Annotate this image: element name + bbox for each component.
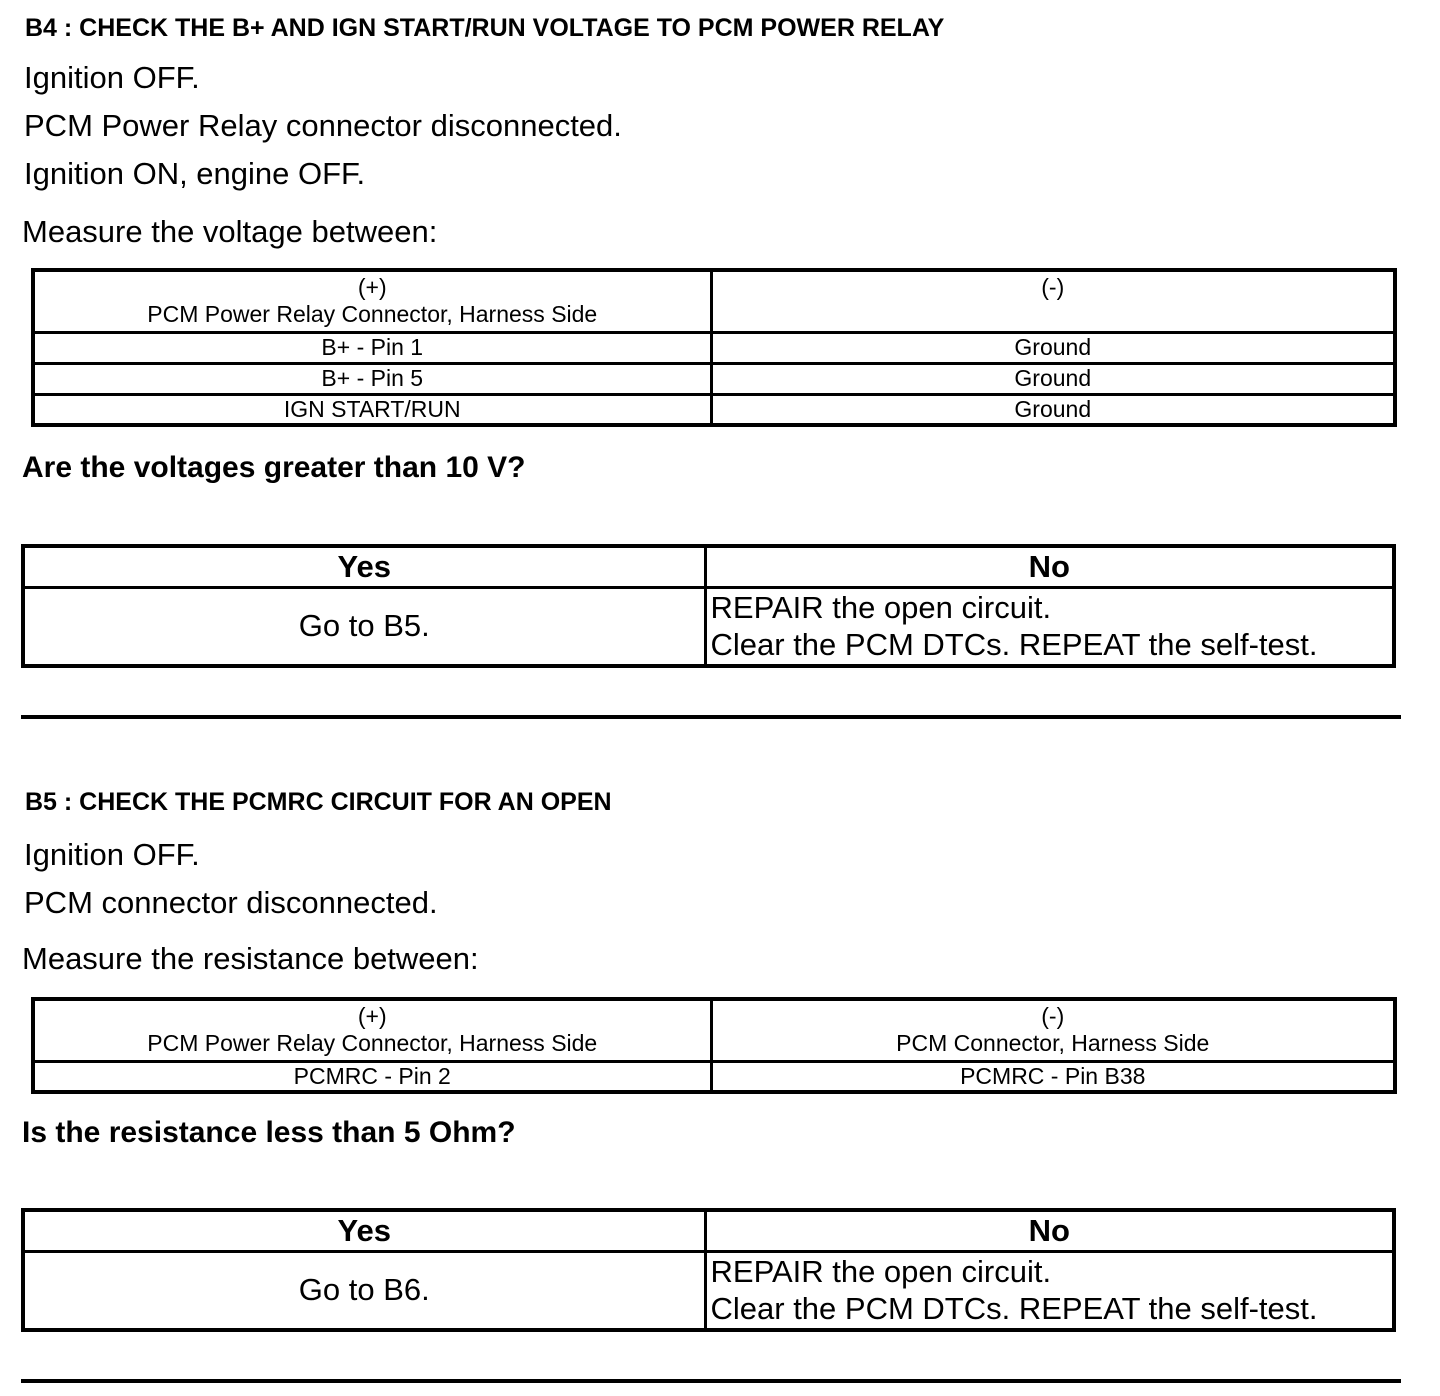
no-header: No xyxy=(705,1210,1394,1252)
table-row xyxy=(33,394,1395,425)
b4-question: Are the voltages greater than 10 V? xyxy=(22,451,526,484)
b5-instruction-1: Ignition OFF. xyxy=(24,837,200,872)
minus-cell: Ground xyxy=(711,394,1395,425)
result-row xyxy=(23,1252,1394,1330)
minus-cell: PCMRC - Pin B38 xyxy=(711,1061,1395,1092)
result-header-row xyxy=(23,1210,1394,1252)
step-b5-title: B5 : CHECK THE PCMRC CIRCUIT FOR AN OPEN xyxy=(25,788,612,816)
yes-action: Go to B6. xyxy=(23,1252,705,1330)
section-divider xyxy=(21,1379,1401,1383)
minus-header-cell xyxy=(711,999,1395,1061)
section-divider xyxy=(21,715,1401,719)
b5-question: Is the resistance less than 5 Ohm? xyxy=(22,1116,516,1149)
no-action-line-1: REPAIR the open circuit. xyxy=(710,590,1052,626)
table-row xyxy=(33,363,1395,394)
b4-measure-label: Measure the voltage between: xyxy=(22,214,438,249)
no-action-line-2: Clear the PCM DTCs. REPEAT the self-test. xyxy=(710,1291,1318,1327)
table-row xyxy=(33,332,1395,363)
plus-header: (+) xyxy=(357,274,387,300)
no-action-cell xyxy=(705,588,1394,666)
step-b4-title: B4 : CHECK THE B+ AND IGN START/RUN VOLTAGE TO PCM POWER RELAY xyxy=(25,14,945,42)
table-header-row xyxy=(33,270,1395,332)
minus-header-cell xyxy=(711,270,1395,332)
table-header-row xyxy=(33,999,1395,1061)
b5-result-table xyxy=(21,1208,1396,1332)
yes-header: Yes xyxy=(23,1210,705,1252)
b4-instruction-1: Ignition OFF. xyxy=(24,60,200,95)
b4-measurement-table xyxy=(31,268,1397,427)
plus-header: (+) xyxy=(357,1003,387,1029)
minus-header: (-) xyxy=(1041,1003,1065,1029)
table-row xyxy=(33,1061,1395,1092)
no-header: No xyxy=(705,546,1394,588)
plus-subheader: PCM Power Relay Connector, Harness Side xyxy=(147,1030,598,1056)
yes-action: Go to B5. xyxy=(23,588,705,666)
no-action-line-2: Clear the PCM DTCs. REPEAT the self-test. xyxy=(710,627,1318,663)
b4-instruction-3: Ignition ON, engine OFF. xyxy=(24,156,366,191)
yes-header: Yes xyxy=(23,546,705,588)
minus-header: (-) xyxy=(1041,274,1065,300)
minus-subheader: PCM Connector, Harness Side xyxy=(896,1030,1210,1056)
b5-measure-label: Measure the resistance between: xyxy=(22,941,479,976)
plus-cell: B+ - Pin 5 xyxy=(33,363,711,394)
plus-cell: PCMRC - Pin 2 xyxy=(33,1061,711,1092)
result-row xyxy=(23,588,1394,666)
minus-cell: Ground xyxy=(711,332,1395,363)
plus-cell: B+ - Pin 1 xyxy=(33,332,711,363)
minus-cell: Ground xyxy=(711,363,1395,394)
no-action-cell xyxy=(705,1252,1394,1330)
plus-subheader: PCM Power Relay Connector, Harness Side xyxy=(147,301,598,327)
b4-instruction-2: PCM Power Relay connector disconnected. xyxy=(24,108,622,143)
no-action-line-1: REPAIR the open circuit. xyxy=(710,1254,1052,1290)
result-header-row xyxy=(23,546,1394,588)
b5-measurement-table xyxy=(31,997,1397,1094)
plus-header-cell xyxy=(33,999,711,1061)
plus-header-cell xyxy=(33,270,711,332)
b5-instruction-2: PCM connector disconnected. xyxy=(24,885,438,920)
b4-result-table xyxy=(21,544,1396,668)
plus-cell: IGN START/RUN xyxy=(33,394,711,425)
